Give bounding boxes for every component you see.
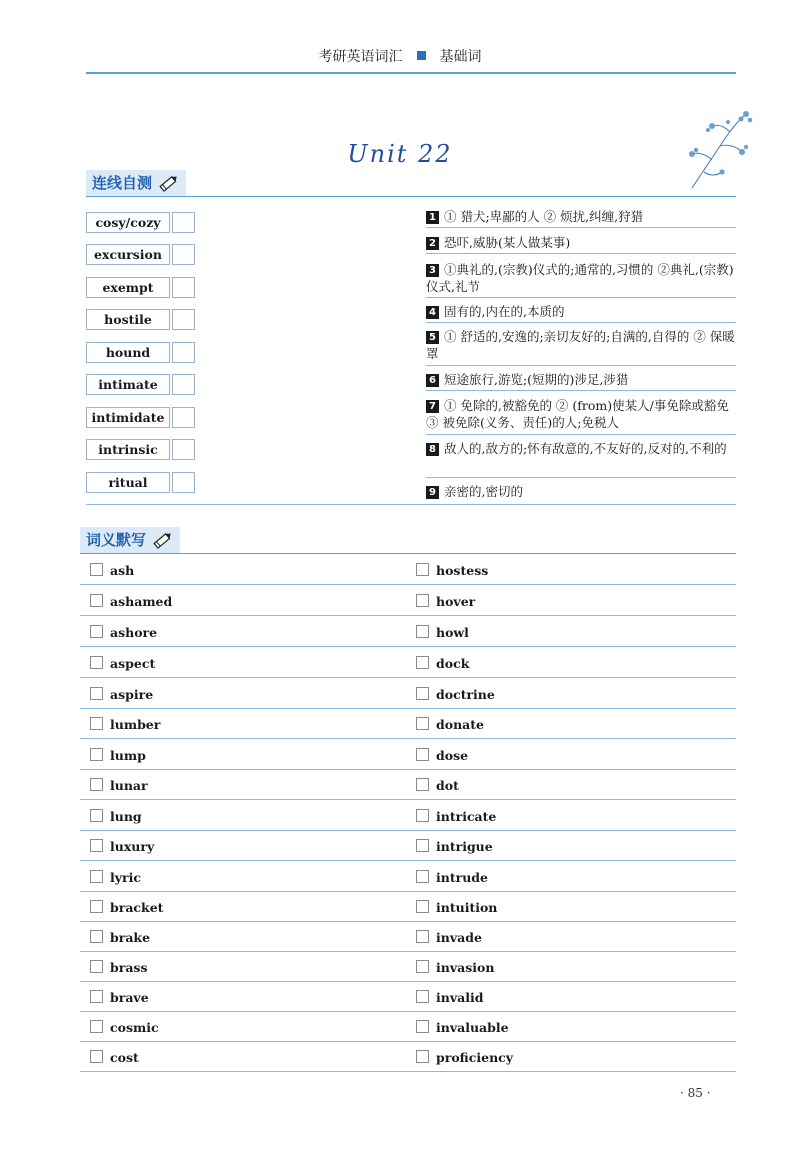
list-item[interactable] (416, 687, 495, 702)
definition-text: ①典礼的,(宗教)仪式的;通常的,习惯的 ②典礼,(宗教)仪式,礼节 (426, 262, 734, 294)
row-rule (80, 981, 736, 982)
list-item[interactable] (90, 748, 146, 763)
definition-item (426, 328, 736, 362)
word-label: brave (110, 990, 149, 1005)
word-label: lung (110, 809, 142, 824)
definition-item (426, 208, 736, 225)
match-word: intimate (86, 374, 170, 395)
list-item[interactable] (416, 625, 469, 640)
word-label: dot (436, 778, 459, 793)
checkbox[interactable] (416, 778, 429, 791)
list-item[interactable] (416, 900, 497, 915)
list-item[interactable] (416, 563, 488, 578)
checkbox[interactable] (416, 870, 429, 883)
definition-rule (426, 390, 736, 391)
running-header (0, 46, 800, 66)
row-rule (80, 615, 736, 616)
word-label: lump (110, 748, 146, 763)
checkbox[interactable] (416, 563, 429, 576)
row-rule (80, 738, 736, 739)
row-rule (80, 769, 736, 770)
definition-number: 6 (426, 374, 439, 387)
word-label: donate (436, 717, 484, 732)
definition-rule (426, 227, 736, 228)
match-word: intimidate (86, 407, 170, 428)
checkbox[interactable] (90, 748, 103, 761)
list-item[interactable] (416, 839, 493, 854)
definition-number: 8 (426, 443, 439, 456)
match-word: hostile (86, 309, 170, 330)
answer-box[interactable] (172, 212, 195, 233)
square-bullet-icon (417, 51, 426, 60)
answer-box[interactable] (172, 277, 195, 298)
list-item[interactable] (416, 990, 483, 1005)
checkbox[interactable] (90, 656, 103, 669)
match-word: exempt (86, 277, 170, 298)
row-rule (80, 860, 736, 861)
section-title-dictation: 词义默写 (86, 531, 147, 549)
definition-number: 2 (426, 237, 439, 250)
checkbox[interactable] (416, 809, 429, 822)
list-item[interactable] (416, 1020, 509, 1035)
word-label: lunar (110, 778, 148, 793)
checkbox[interactable] (90, 594, 103, 607)
definition-item (426, 371, 736, 388)
list-item[interactable] (90, 930, 150, 945)
word-label: invasion (436, 960, 495, 975)
word-label: luxury (110, 839, 155, 854)
word-label: bracket (110, 900, 164, 915)
header-book-title: 考研英语词汇 (318, 49, 403, 65)
definition-rule (426, 253, 736, 254)
list-item[interactable] (90, 687, 153, 702)
section-tag-dictation (80, 527, 180, 553)
list-item[interactable] (90, 625, 157, 640)
checkbox[interactable] (90, 900, 103, 913)
answer-box[interactable] (172, 407, 195, 428)
list-item[interactable] (416, 1050, 513, 1065)
definition-number: 7 (426, 400, 439, 413)
definition-item (426, 440, 736, 457)
definition-number: 1 (426, 211, 439, 224)
list-item[interactable] (90, 900, 163, 915)
list-item[interactable] (416, 809, 496, 824)
checkbox[interactable] (416, 990, 429, 1003)
checkbox[interactable] (90, 870, 103, 883)
header-section: 基础词 (439, 49, 482, 65)
definition-rule (426, 434, 736, 435)
checkbox[interactable] (416, 717, 429, 730)
word-label: dose (436, 748, 469, 763)
section-title-matching: 连线自测 (92, 174, 153, 192)
word-label: howl (436, 625, 469, 640)
definition-text: ① 舒适的,安逸的;亲切友好的;自满的,自得的 ② 保暖罩 (426, 329, 735, 361)
word-label: ash (110, 563, 135, 578)
match-word: intrinsic (86, 439, 170, 460)
word-label: intricate (436, 809, 497, 824)
definition-text: 固有的,内在的,本质的 (444, 304, 565, 319)
list-item[interactable] (90, 1020, 159, 1035)
section1-bottom-rule (86, 504, 736, 505)
row-rule (80, 891, 736, 892)
checkbox[interactable] (90, 563, 103, 576)
checkbox[interactable] (90, 625, 103, 638)
definition-text: 亲密的,密切的 (444, 484, 523, 499)
list-item[interactable] (416, 930, 482, 945)
word-label: doctrine (436, 687, 495, 702)
checkbox[interactable] (416, 960, 429, 973)
list-item[interactable] (416, 748, 468, 763)
list-item[interactable] (416, 870, 488, 885)
word-label: ashamed (110, 594, 173, 609)
row-rule (80, 646, 736, 647)
answer-box[interactable] (172, 244, 195, 265)
header-rule (86, 72, 736, 74)
checkbox[interactable] (90, 1020, 103, 1033)
word-label: invaluable (436, 1020, 509, 1035)
row-rule (80, 677, 736, 678)
list-item[interactable] (90, 990, 149, 1005)
checkbox[interactable] (90, 960, 103, 973)
definition-rule (426, 297, 736, 298)
definition-number: 9 (426, 486, 439, 499)
definition-number: 4 (426, 306, 439, 319)
checkbox[interactable] (416, 900, 429, 913)
word-label: hostess (436, 563, 489, 578)
list-item[interactable] (416, 594, 475, 609)
checkbox[interactable] (416, 1050, 429, 1063)
list-item[interactable] (90, 594, 172, 609)
list-item[interactable] (416, 960, 494, 975)
checkbox[interactable] (416, 687, 429, 700)
page-number: · 85 · (680, 1086, 711, 1100)
row-rule (80, 1071, 736, 1072)
definition-item (426, 234, 736, 251)
checkbox[interactable] (90, 809, 103, 822)
definition-item (426, 483, 736, 500)
answer-box[interactable] (172, 342, 195, 363)
answer-box[interactable] (172, 374, 195, 395)
row-rule (80, 951, 736, 952)
definition-text: ① 免除的,被豁免的 ② (from)使某人/事免除或豁免 ③ 被免除(义务、责任)的人;免税人 (426, 398, 729, 430)
definition-text: 恐吓,威胁(某人做某事) (444, 235, 571, 250)
pencil-icon (152, 530, 174, 550)
definition-item (426, 261, 736, 295)
word-label: aspire (110, 687, 154, 702)
checkbox[interactable] (90, 930, 103, 943)
checkbox[interactable] (90, 717, 103, 730)
match-word: ritual (86, 472, 170, 493)
definition-rule (426, 322, 736, 323)
unit-title: Unit 22 (347, 140, 453, 168)
checkbox[interactable] (90, 1050, 103, 1063)
section-tag-matching (86, 170, 186, 196)
list-item[interactable] (90, 656, 155, 671)
word-label: ashore (110, 625, 158, 640)
list-item[interactable] (90, 960, 148, 975)
list-item[interactable] (416, 717, 484, 732)
row-rule (80, 1011, 736, 1012)
answer-box[interactable] (172, 439, 195, 460)
definition-item (426, 397, 736, 431)
word-label: hover (436, 594, 476, 609)
word-label: intrigue (436, 839, 493, 854)
pencil-icon (158, 173, 180, 193)
flower-branch-icon (684, 110, 754, 190)
list-item[interactable] (90, 778, 148, 793)
word-label: cosmic (110, 1020, 159, 1035)
list-item[interactable] (416, 656, 469, 671)
word-label: brass (110, 960, 148, 975)
word-label: proficiency (436, 1050, 514, 1065)
checkbox[interactable] (90, 778, 103, 791)
definition-item (426, 303, 736, 320)
word-label: aspect (110, 656, 156, 671)
checkbox[interactable] (416, 1020, 429, 1033)
answer-box[interactable] (172, 472, 195, 493)
row-rule (80, 1041, 736, 1042)
checkbox[interactable] (90, 990, 103, 1003)
row-rule (80, 921, 736, 922)
match-word: hound (86, 342, 170, 363)
checkbox[interactable] (416, 625, 429, 638)
definition-rule (426, 477, 736, 478)
list-item[interactable] (90, 809, 142, 824)
word-label: cost (110, 1050, 139, 1065)
definition-number: 3 (426, 264, 439, 277)
definition-text: ① 猎犬;卑鄙的人 ② 烦扰,纠缠,狩猎 (444, 209, 644, 224)
answer-box[interactable] (172, 309, 195, 330)
list-item[interactable] (90, 870, 141, 885)
checkbox[interactable] (416, 748, 429, 761)
list-item[interactable] (416, 778, 459, 793)
word-label: invade (436, 930, 482, 945)
checkbox[interactable] (416, 839, 429, 852)
list-item[interactable] (90, 563, 134, 578)
section2-rule (80, 553, 736, 554)
row-rule (80, 708, 736, 709)
section1-rule (86, 196, 736, 197)
checkbox[interactable] (90, 687, 103, 700)
match-word: cosy/cozy (86, 212, 170, 233)
row-rule (80, 830, 736, 831)
list-item[interactable] (90, 839, 154, 854)
word-label: lyric (110, 870, 141, 885)
word-label: intuition (436, 900, 498, 915)
definition-text: 短途旅行,游览;(短期的)涉足,涉猎 (444, 372, 629, 387)
definition-rule (426, 365, 736, 366)
match-word: excursion (86, 244, 170, 265)
definition-text: 敌人的,敌方的;怀有敌意的,不友好的,反对的,不利的 (444, 441, 727, 456)
word-label: invalid (436, 990, 484, 1005)
word-label: brake (110, 930, 151, 945)
word-label: intrude (436, 870, 488, 885)
checkbox[interactable] (416, 930, 429, 943)
checkbox[interactable] (416, 594, 429, 607)
row-rule (80, 799, 736, 800)
definition-number: 5 (426, 331, 439, 344)
word-label: lumber (110, 717, 161, 732)
word-label: dock (436, 656, 470, 671)
list-item[interactable] (90, 1050, 139, 1065)
row-rule (80, 584, 736, 585)
list-item[interactable] (90, 717, 160, 732)
checkbox[interactable] (90, 839, 103, 852)
checkbox[interactable] (416, 656, 429, 669)
